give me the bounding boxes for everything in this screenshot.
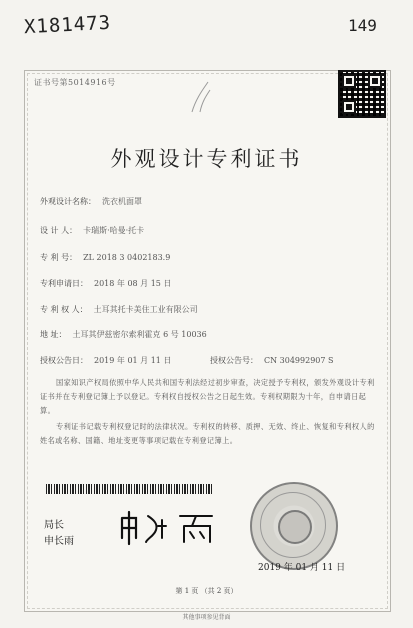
field-patent-number: [40, 252, 170, 263]
field-label: 设 计 人：: [40, 226, 78, 235]
handwritten-note-right: 149: [348, 16, 377, 35]
handwritten-signature: [118, 508, 228, 548]
field-label: 专 利 权 人：: [40, 305, 88, 314]
field-address: [40, 329, 207, 340]
bottom-note: 其他事项参见背面: [182, 614, 231, 621]
field-designer: [40, 225, 144, 236]
authorization-number: [210, 355, 334, 366]
field-label: 专 利 号：: [40, 253, 78, 262]
field-value: 土耳其伊兹密尔索利霍克 6 号 10036: [72, 330, 207, 339]
field-application-date: [40, 278, 171, 289]
grant-paragraph: 国家知识产权局依照中华人民共和国专利法经过初步审查，决定授予专利权，颁发外观设计专利证书并在专利登记簿上予以登记。专利权自授权公告之日起生效。专利权期限为十年，自申请日起算。: [40, 378, 375, 415]
certificate-number: 证书号第5014916号: [34, 78, 116, 87]
signatory-role: 局长: [44, 520, 64, 531]
field-patentee: [40, 304, 198, 315]
field-label: 授权公告日：: [40, 356, 88, 365]
qr-code: [338, 70, 386, 118]
field-value: CN 304992907 S: [264, 356, 334, 365]
handwritten-note-left: X181473: [23, 11, 112, 39]
certificate-title: 外观设计专利证书: [110, 147, 303, 171]
field-label: 外观设计名称：: [40, 197, 96, 206]
field-design-name: [40, 196, 142, 207]
field-value: 土耳其托卡美住工业有限公司: [93, 305, 198, 314]
official-seal: [250, 482, 338, 570]
record-paragraph: 专利证书记载专利权登记时的法律状况。专利权的转移、质押、无效、终止、恢复和专利权人的姓名或名称、国籍、地址变更等事项记载在专利登记簿上。: [40, 422, 375, 445]
authorization-date: [40, 355, 171, 366]
pen-mark: [186, 78, 226, 118]
signatory-name: 申长雨: [44, 536, 74, 547]
barcode: [46, 484, 214, 494]
field-label: 专利申请日：: [40, 279, 88, 288]
field-value: 洗衣机面罩: [102, 197, 142, 206]
field-label: 地 址：: [40, 330, 67, 339]
field-value: ZL 2018 3 0402183.9: [83, 253, 171, 262]
field-label: 授权公告号：: [210, 356, 258, 365]
field-value: 2018 年 08 月 15 日: [94, 279, 172, 288]
page-footer: 第 1 页 （共 2 页）: [175, 587, 238, 595]
issue-date: 2019 年 01 月 11 日: [258, 563, 346, 573]
field-value: 卡瑞斯·哈曼·托卡: [83, 226, 145, 235]
field-value: 2019 年 01 月 11 日: [94, 356, 172, 365]
